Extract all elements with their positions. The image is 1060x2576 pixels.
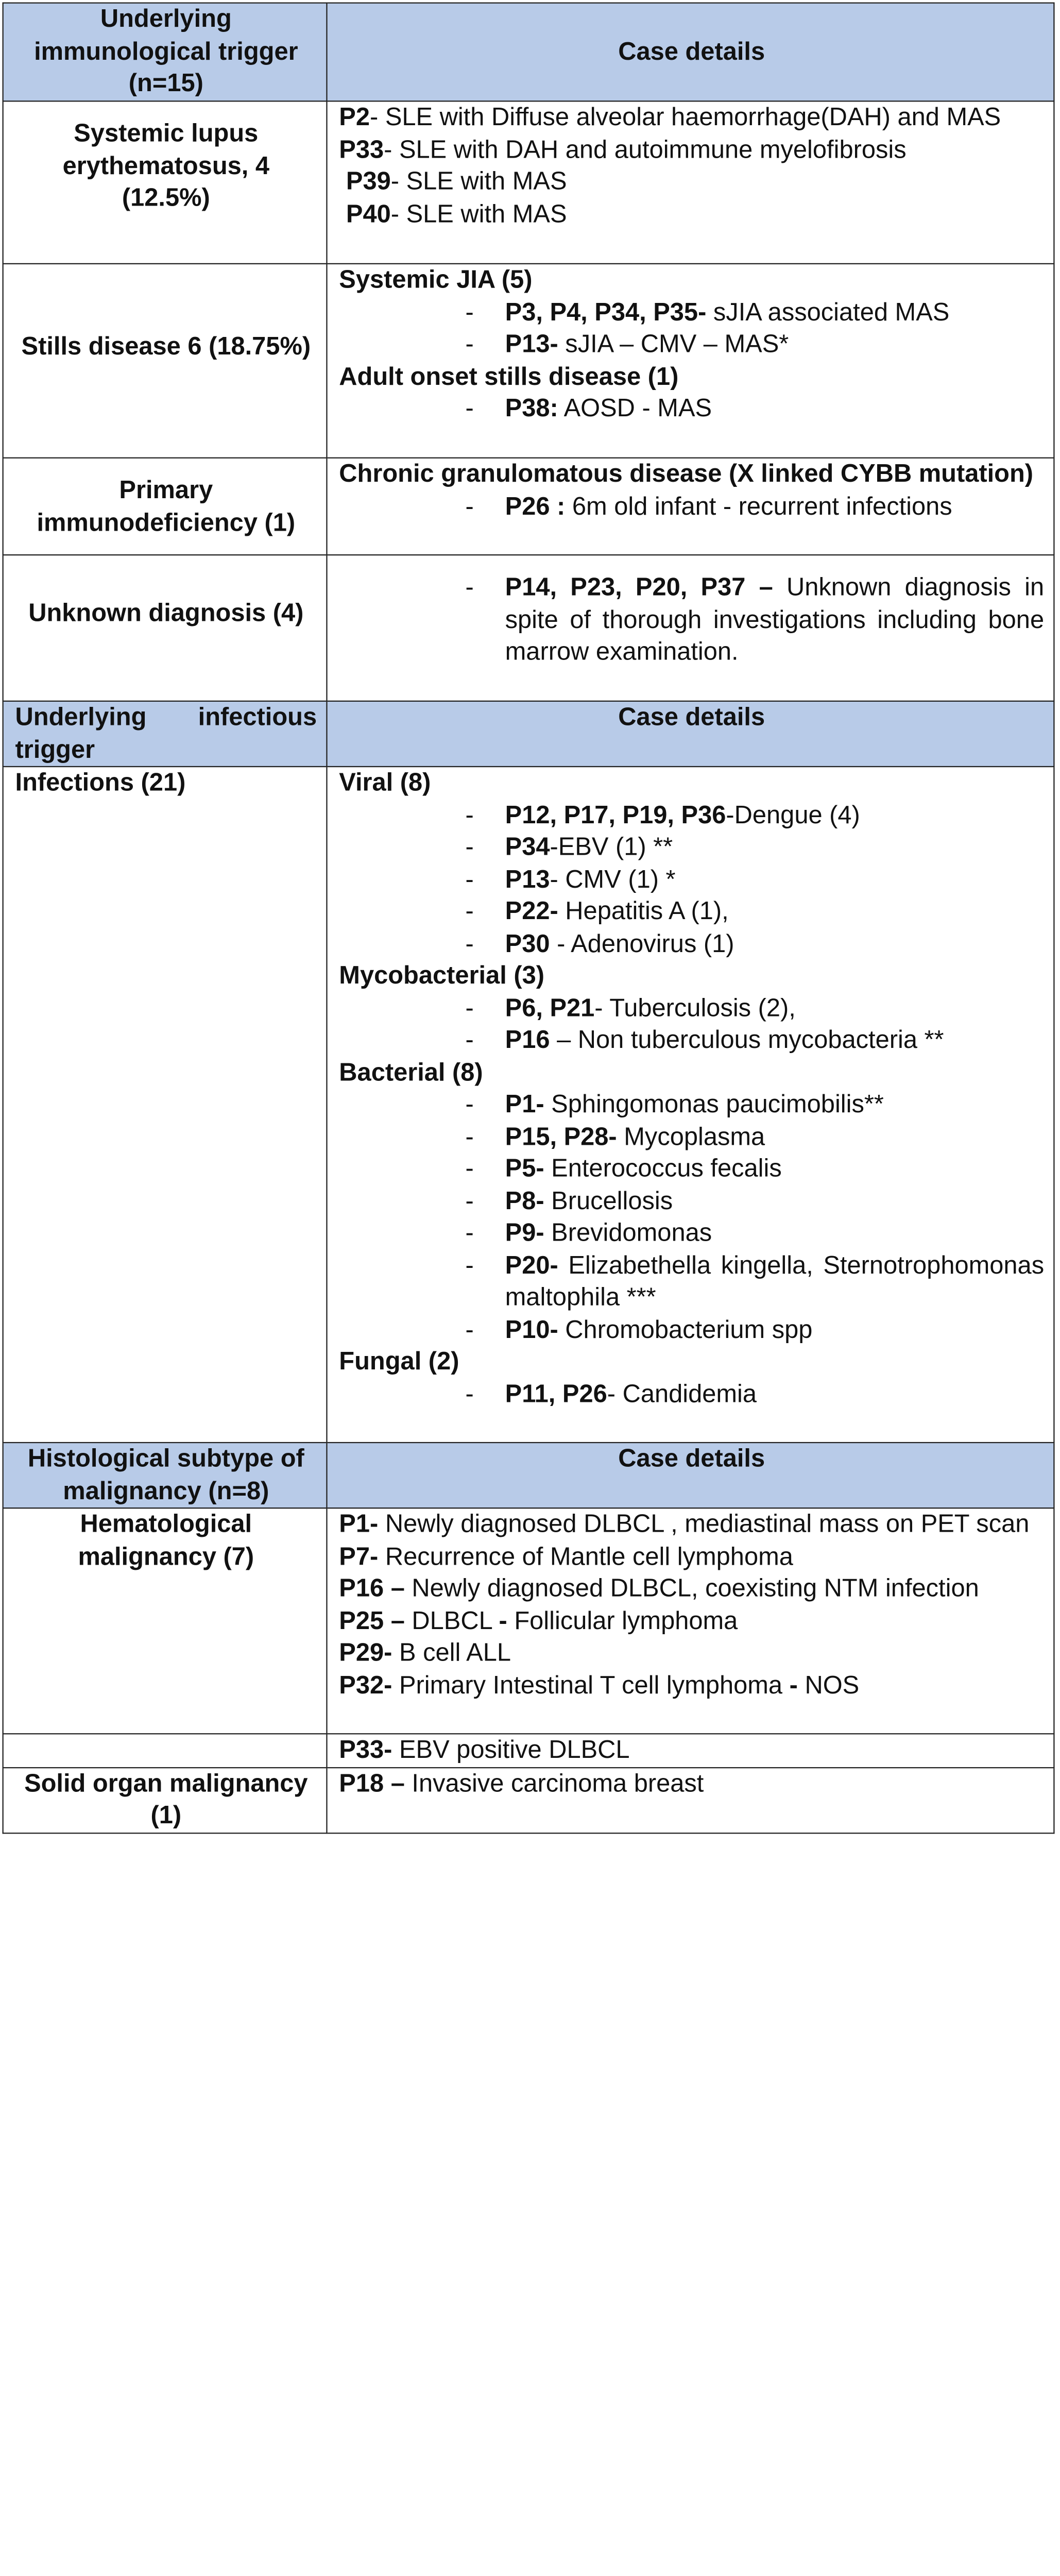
patient-id: P33 [339, 135, 384, 163]
detail-line [339, 1509, 1044, 1540]
dash-bullet: - [465, 929, 474, 957]
case-details-table [3, 3, 1055, 1834]
patient-id: P30 [505, 929, 550, 957]
detail-text: Newly diagnosed DLBCL , mediastinal mass on PET scan [378, 1510, 1030, 1538]
patient-id: P16 [505, 1025, 550, 1054]
detail-text: Elizabethella kingella, Sternotrophomonas maltophila *** [505, 1250, 1045, 1311]
row-label-cell [3, 101, 327, 264]
list-item [339, 992, 1044, 1024]
detail-line [339, 1669, 1044, 1701]
detail-text: B cell ALL [392, 1638, 511, 1667]
dash-bullet: - [465, 297, 474, 326]
detail-text: sJIA – CMV – MAS* [558, 330, 789, 358]
row-label-cell [3, 555, 327, 701]
row-details-cell [327, 767, 1054, 1443]
group-title: Systemic JIA (5) [339, 265, 533, 294]
patient-id: P12, P17, P19, P36 [505, 800, 726, 829]
patient-id: P9- [505, 1218, 544, 1247]
patient-id: P5- [505, 1154, 544, 1182]
dash-bullet: - [465, 1025, 474, 1054]
list-item [339, 490, 1044, 522]
header-right-cell [327, 3, 1054, 101]
patient-id: P40 [346, 199, 391, 228]
detail-text: Enterococcus fecalis [544, 1154, 782, 1182]
row-label-cell [3, 767, 327, 1443]
patient-id: P38: [505, 394, 558, 422]
dash-bullet: - [465, 1122, 474, 1150]
list-item [339, 896, 1044, 928]
separator-dash: - [499, 1606, 507, 1635]
detail-line [339, 1637, 1044, 1669]
table-row [3, 767, 1054, 1443]
patient-id: P11, P26 [505, 1379, 607, 1408]
header-right-cell [327, 701, 1054, 767]
list-item [339, 800, 1044, 832]
header-left-label: Underlying immunological trigger (n=15) [34, 5, 298, 97]
patient-id: P8- [505, 1186, 544, 1215]
row-label: Unknown diagnosis (4) [28, 599, 304, 627]
list-item [339, 1025, 1044, 1057]
list-item [339, 1314, 1044, 1346]
patient-id: P10- [505, 1315, 558, 1344]
header-left-cell [3, 1443, 327, 1508]
patient-id: P20- [505, 1250, 558, 1279]
dash-bullet: - [465, 1154, 474, 1182]
detail-text: -EBV (1) ** [550, 833, 673, 861]
detail-text: AOSD - MAS [558, 394, 712, 422]
row-label-cell [3, 1734, 327, 1767]
dash-bullet: - [465, 897, 474, 925]
row-details-cell [327, 555, 1054, 701]
table-row [3, 1767, 1054, 1833]
dash-bullet: - [465, 492, 474, 520]
header-left-label: Histological subtype of malignancy (n=8) [27, 1444, 304, 1505]
header-right-label: Case details [618, 1444, 765, 1472]
dash-bullet: - [465, 1090, 474, 1118]
patient-id: P29- [339, 1638, 392, 1667]
header-left-label: Underlying infectious trigger [15, 703, 317, 764]
detail-text: - SLE with DAH and autoimmune myelofibrosis [384, 135, 907, 163]
dash-bullet: - [465, 833, 474, 861]
list-item [339, 1121, 1044, 1153]
dash-bullet: - [465, 1379, 474, 1408]
patient-id: P13 [505, 865, 550, 893]
list-item [339, 1185, 1044, 1217]
detail-text: EBV positive DLBCL [392, 1735, 630, 1764]
detail-line [339, 1605, 1044, 1637]
group-title: Adult onset stills disease (1) [339, 362, 679, 391]
row-label: Solid organ malignancy (1) [24, 1769, 308, 1829]
detail-line [339, 1541, 1044, 1573]
patient-id: P32- [339, 1670, 392, 1699]
row-label: Stills disease 6 (18.75%) [21, 332, 311, 361]
section-header-malignancy [3, 1443, 1054, 1508]
patient-id: P39 [346, 167, 391, 196]
list-item [339, 928, 1044, 960]
list-item [339, 1217, 1044, 1249]
detail-text: - Adenovirus (1) [550, 929, 734, 957]
dash-bullet: - [465, 1218, 474, 1247]
table-row [3, 1508, 1054, 1734]
list-item [339, 1378, 1044, 1410]
dash-bullet: - [465, 1250, 474, 1279]
row-label-cell [3, 1767, 327, 1833]
group-title: Mycobacterial (3) [339, 961, 545, 990]
patient-id: P14, P23, P20, P37 – [505, 573, 773, 601]
detail-text: Chromobacterium spp [558, 1315, 813, 1344]
group-title: Chronic granulomatous disease (X linked CYBB mutation) [339, 460, 1034, 488]
detail-line [339, 1573, 1044, 1605]
detail-text: Brevidomonas [544, 1218, 712, 1247]
detail-text: - Candidemia [607, 1379, 757, 1408]
header-right-label: Case details [618, 703, 765, 731]
patient-id: P26 : [505, 492, 566, 520]
dash-bullet: - [465, 865, 474, 893]
patient-id: P15, P28- [505, 1122, 617, 1150]
group-title: Bacterial (8) [339, 1058, 483, 1086]
row-label: Primary immunodeficiency (1) [37, 476, 296, 536]
detail-text: NOS [797, 1670, 860, 1699]
header-right-cell [327, 1443, 1054, 1508]
patient-id: P1- [505, 1090, 544, 1118]
detail-line [339, 1768, 1044, 1800]
row-details-cell [327, 1734, 1054, 1767]
list-item [339, 329, 1044, 361]
patient-id: P6, P21 [505, 993, 595, 1022]
row-details-cell [327, 264, 1054, 458]
group-title: Fungal (2) [339, 1347, 459, 1376]
patient-id: P33- [339, 1735, 392, 1764]
row-label-cell [3, 1508, 327, 1734]
row-details-cell [327, 458, 1054, 555]
list-item [339, 832, 1044, 863]
row-label: Systemic lupus erythematosus, 4 (12.5%) [62, 119, 270, 212]
row-details-cell [327, 1767, 1054, 1833]
detail-text: Invasive carcinoma breast [404, 1769, 704, 1797]
list-item [339, 393, 1044, 425]
list-item [339, 1089, 1044, 1121]
patient-id: P7- [339, 1541, 379, 1570]
patient-id: P1- [339, 1510, 379, 1538]
group-title: Viral (8) [339, 768, 431, 796]
row-details-cell [327, 1508, 1054, 1734]
header-right-label: Case details [618, 37, 765, 65]
detail-line [339, 198, 1044, 230]
detail-line [339, 134, 1044, 166]
section-header-immunological [3, 3, 1054, 101]
table-row [3, 264, 1054, 458]
table-row [3, 555, 1054, 701]
detail-text: 6m old infant - recurrent infections [565, 492, 952, 520]
row-label: Infections (21) [15, 768, 186, 796]
row-label-cell [3, 264, 327, 458]
header-left-cell [3, 701, 327, 767]
list-item [339, 296, 1044, 328]
dash-bullet: - [465, 1315, 474, 1344]
detail-text: - CMV (1) * [550, 865, 676, 893]
section-header-infectious [3, 701, 1054, 767]
detail-text: - SLE with MAS [390, 199, 567, 228]
row-details-cell [327, 101, 1054, 264]
detail-text: – Non tuberculous mycobacteria ** [550, 1025, 944, 1054]
detail-text: Follicular lymphoma [507, 1606, 738, 1635]
dash-bullet: - [465, 394, 474, 422]
header-left-cell [3, 3, 327, 101]
detail-text: -Dengue (4) [726, 800, 860, 829]
row-label-cell [3, 458, 327, 555]
detail-text: Brucellosis [544, 1186, 673, 1215]
list-item [339, 1153, 1044, 1185]
patient-id: P13- [505, 330, 558, 358]
detail-text: - SLE with MAS [390, 167, 567, 196]
dash-bullet: - [465, 993, 474, 1022]
table-row [3, 101, 1054, 264]
list-item [339, 572, 1044, 668]
list-item [339, 1249, 1044, 1314]
detail-text: sJIA associated MAS [706, 297, 950, 326]
table-row [3, 1734, 1054, 1767]
dash-bullet: - [465, 800, 474, 829]
patient-id: P34 [505, 833, 550, 861]
patient-id: P3, P4, P34, P35- [505, 297, 707, 326]
detail-text: - SLE with Diffuse alveolar haemorrhage(DAH) and MAS [370, 103, 1001, 131]
detail-text: Unknown diagnosis in spite of thorough investigations including bone marrow examination. [505, 573, 1045, 666]
dash-bullet: - [465, 330, 474, 358]
patient-id: P16 – [339, 1574, 405, 1602]
dash-bullet: - [465, 1186, 474, 1215]
table-row [3, 458, 1054, 555]
detail-text: Primary Intestinal T cell lymphoma [392, 1670, 790, 1699]
detail-text: Newly diagnosed DLBCL, coexisting NTM infection [404, 1574, 979, 1602]
patient-id: P25 – [339, 1606, 405, 1635]
list-item [339, 863, 1044, 895]
row-label: Hematological malignancy (7) [78, 1510, 254, 1570]
patient-id: P2 [339, 103, 370, 131]
detail-text: Recurrence of Mantle cell lymphoma [378, 1541, 793, 1570]
detail-text: Mycoplasma [617, 1122, 765, 1150]
separator-dash: - [789, 1670, 798, 1699]
detail-text: Sphingomonas paucimobilis** [544, 1090, 884, 1118]
detail-line [339, 1734, 1044, 1766]
patient-id: P18 – [339, 1769, 405, 1797]
dash-bullet: - [465, 573, 474, 601]
detail-line [339, 166, 1044, 198]
detail-text: - Tuberculosis (2), [594, 993, 796, 1022]
detail-text: Hepatitis A (1), [558, 897, 729, 925]
detail-line [339, 101, 1044, 133]
patient-id: P22- [505, 897, 558, 925]
detail-text: DLBCL [404, 1606, 499, 1635]
